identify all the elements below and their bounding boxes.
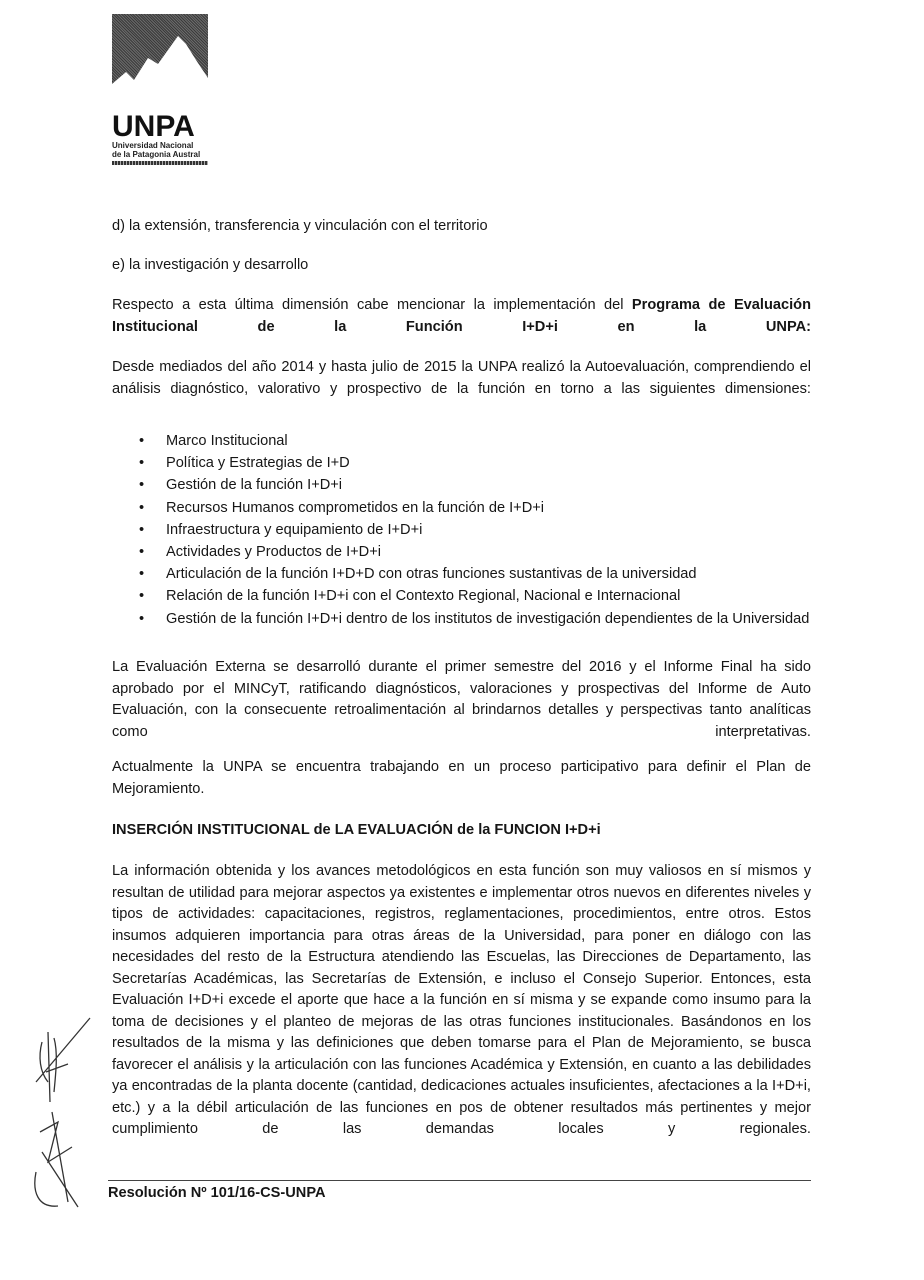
intro-text: Respecto a esta última dimensión cabe mencionar la implementación del <box>112 297 632 313</box>
bullet-icon: • <box>139 433 145 449</box>
list-item: • Infraestructura y equipamiento de I+D+i <box>112 519 811 541</box>
mountain-logo-icon <box>112 14 208 110</box>
footer-divider <box>108 1180 811 1181</box>
list-item: • Gestión de la función I+D+i dentro de los institutos de investigación dependientes de la Universidad <box>112 608 811 630</box>
item-e: e) la investigación y desarrollo <box>112 257 309 273</box>
bullet-icon: • <box>139 521 145 538</box>
intro-paragraph <box>112 295 811 360</box>
evaluacion-externa-paragraph: La Evaluación Externa se desarrolló durante el primer semestre del 2016 y el Informe Final ha sido aprobado por el MINCyT, ratificando diagnósticos, valoraciones y prospectivas del Informe de Auto Evaluación, con la consecuente retroalimentación al brindarnos detalles y perspectivas tanto analíticas como interpretativas. <box>112 659 811 740</box>
item-d: d) la extensión, transferencia y vinculación con el territorio <box>112 218 488 234</box>
section-heading: INSERCIÓN INSTITUCIONAL de LA EVALUACIÓN de la FUNCION I+D+i <box>112 822 601 838</box>
logo-name: UNPA <box>112 110 195 143</box>
list-item: • Recursos Humanos comprometidos en la función de I+D+i <box>112 497 811 519</box>
logo-subtitle-2: de la Patagonia Austral <box>112 149 201 159</box>
bullet-icon: • <box>139 477 145 494</box>
list-item: • Relación de la función I+D+i con el Contexto Regional, Nacional e Internacional <box>112 585 811 607</box>
list-item: • Política y Estrategias de I+D <box>112 452 811 474</box>
list-item: • Marco Institucional <box>112 430 811 452</box>
insercion-paragraph: La información obtenida y los avances metodológicos en esta función son muy valiosos en sí mismos y resultan de utilidad para mejorar aspectos ya existentes e implementar otros nuevos en diferentes niveles y tipos de actividades: capacitaciones, registros, reglamentaciones, procedimientos, entre otros. Estos insumos adquieren importancia para otras áreas de la Universidad, para poner en diálogo con las necesidades del resto de la Estructura atendiendo las Escuelas, las Direcciones de Departamento, las Secretarías Académicas, las Secretarías de Extensión, e incluso el Consejo Superior. Entonces, esta Evaluación I+D+i excede el aporte que hace a la función en sí misma y se expande como insumo para la toma de decisiones y el planteo de mejoras de las otras funciones institucionales. Basándonos en los resultados de la misma y las definiciones que deben tomarse para el Plan de Mejoramiento, se busca favorecer el análisis y la articulación con las funciones Académica y Extensión, en cuanto a las debilidades ya encontradas de la planta docente (cantidad, dedicaciones actuales insuficientes, afectaciones a la I+D+i, etc.) y a la débil articulación de las funciones en pos de obtener resultados más pertinentes y mejor cumplimiento de las demandas locales y regionales. <box>112 863 811 1137</box>
dimensions-list <box>112 430 811 630</box>
signature-icon <box>28 1012 100 1212</box>
unpa-logo <box>112 14 210 165</box>
bullet-icon: • <box>139 544 145 561</box>
autoevaluacion-paragraph: Desde mediados del año 2014 y hasta julio de 2015 la UNPA realizó la Autoevaluación, comprendiendo el análisis diagnóstico, valorativo y prospectivo de la función en torno a las siguientes dimensiones: <box>112 359 811 397</box>
bullet-icon: • <box>139 455 145 472</box>
bullet-icon: • <box>139 499 145 516</box>
bullet-icon: • <box>139 588 145 605</box>
resolution-number: Resolución Nº 101/16-CS-UNPA <box>108 1185 326 1201</box>
bullet-icon: • <box>139 566 145 583</box>
program-title: Programa de Evaluación Institucional de la Función I+D+i en la UNPA: <box>112 297 811 335</box>
actualmente-paragraph: Actualmente la UNPA se encuentra trabajando en un proceso participativo para definir el Plan de Mejoramiento. <box>112 759 811 797</box>
logo-subtitle-1: Universidad Nacional <box>112 141 194 150</box>
list-item: • Gestión de la función I+D+i <box>112 474 811 496</box>
list-item: • Actividades y Productos de I+D+i <box>112 541 811 563</box>
bullet-icon: • <box>139 610 145 627</box>
list-item: • Articulación de la función I+D+D con otras funciones sustantivas de la universidad <box>112 563 811 585</box>
logo-decorative-bar <box>112 161 208 165</box>
